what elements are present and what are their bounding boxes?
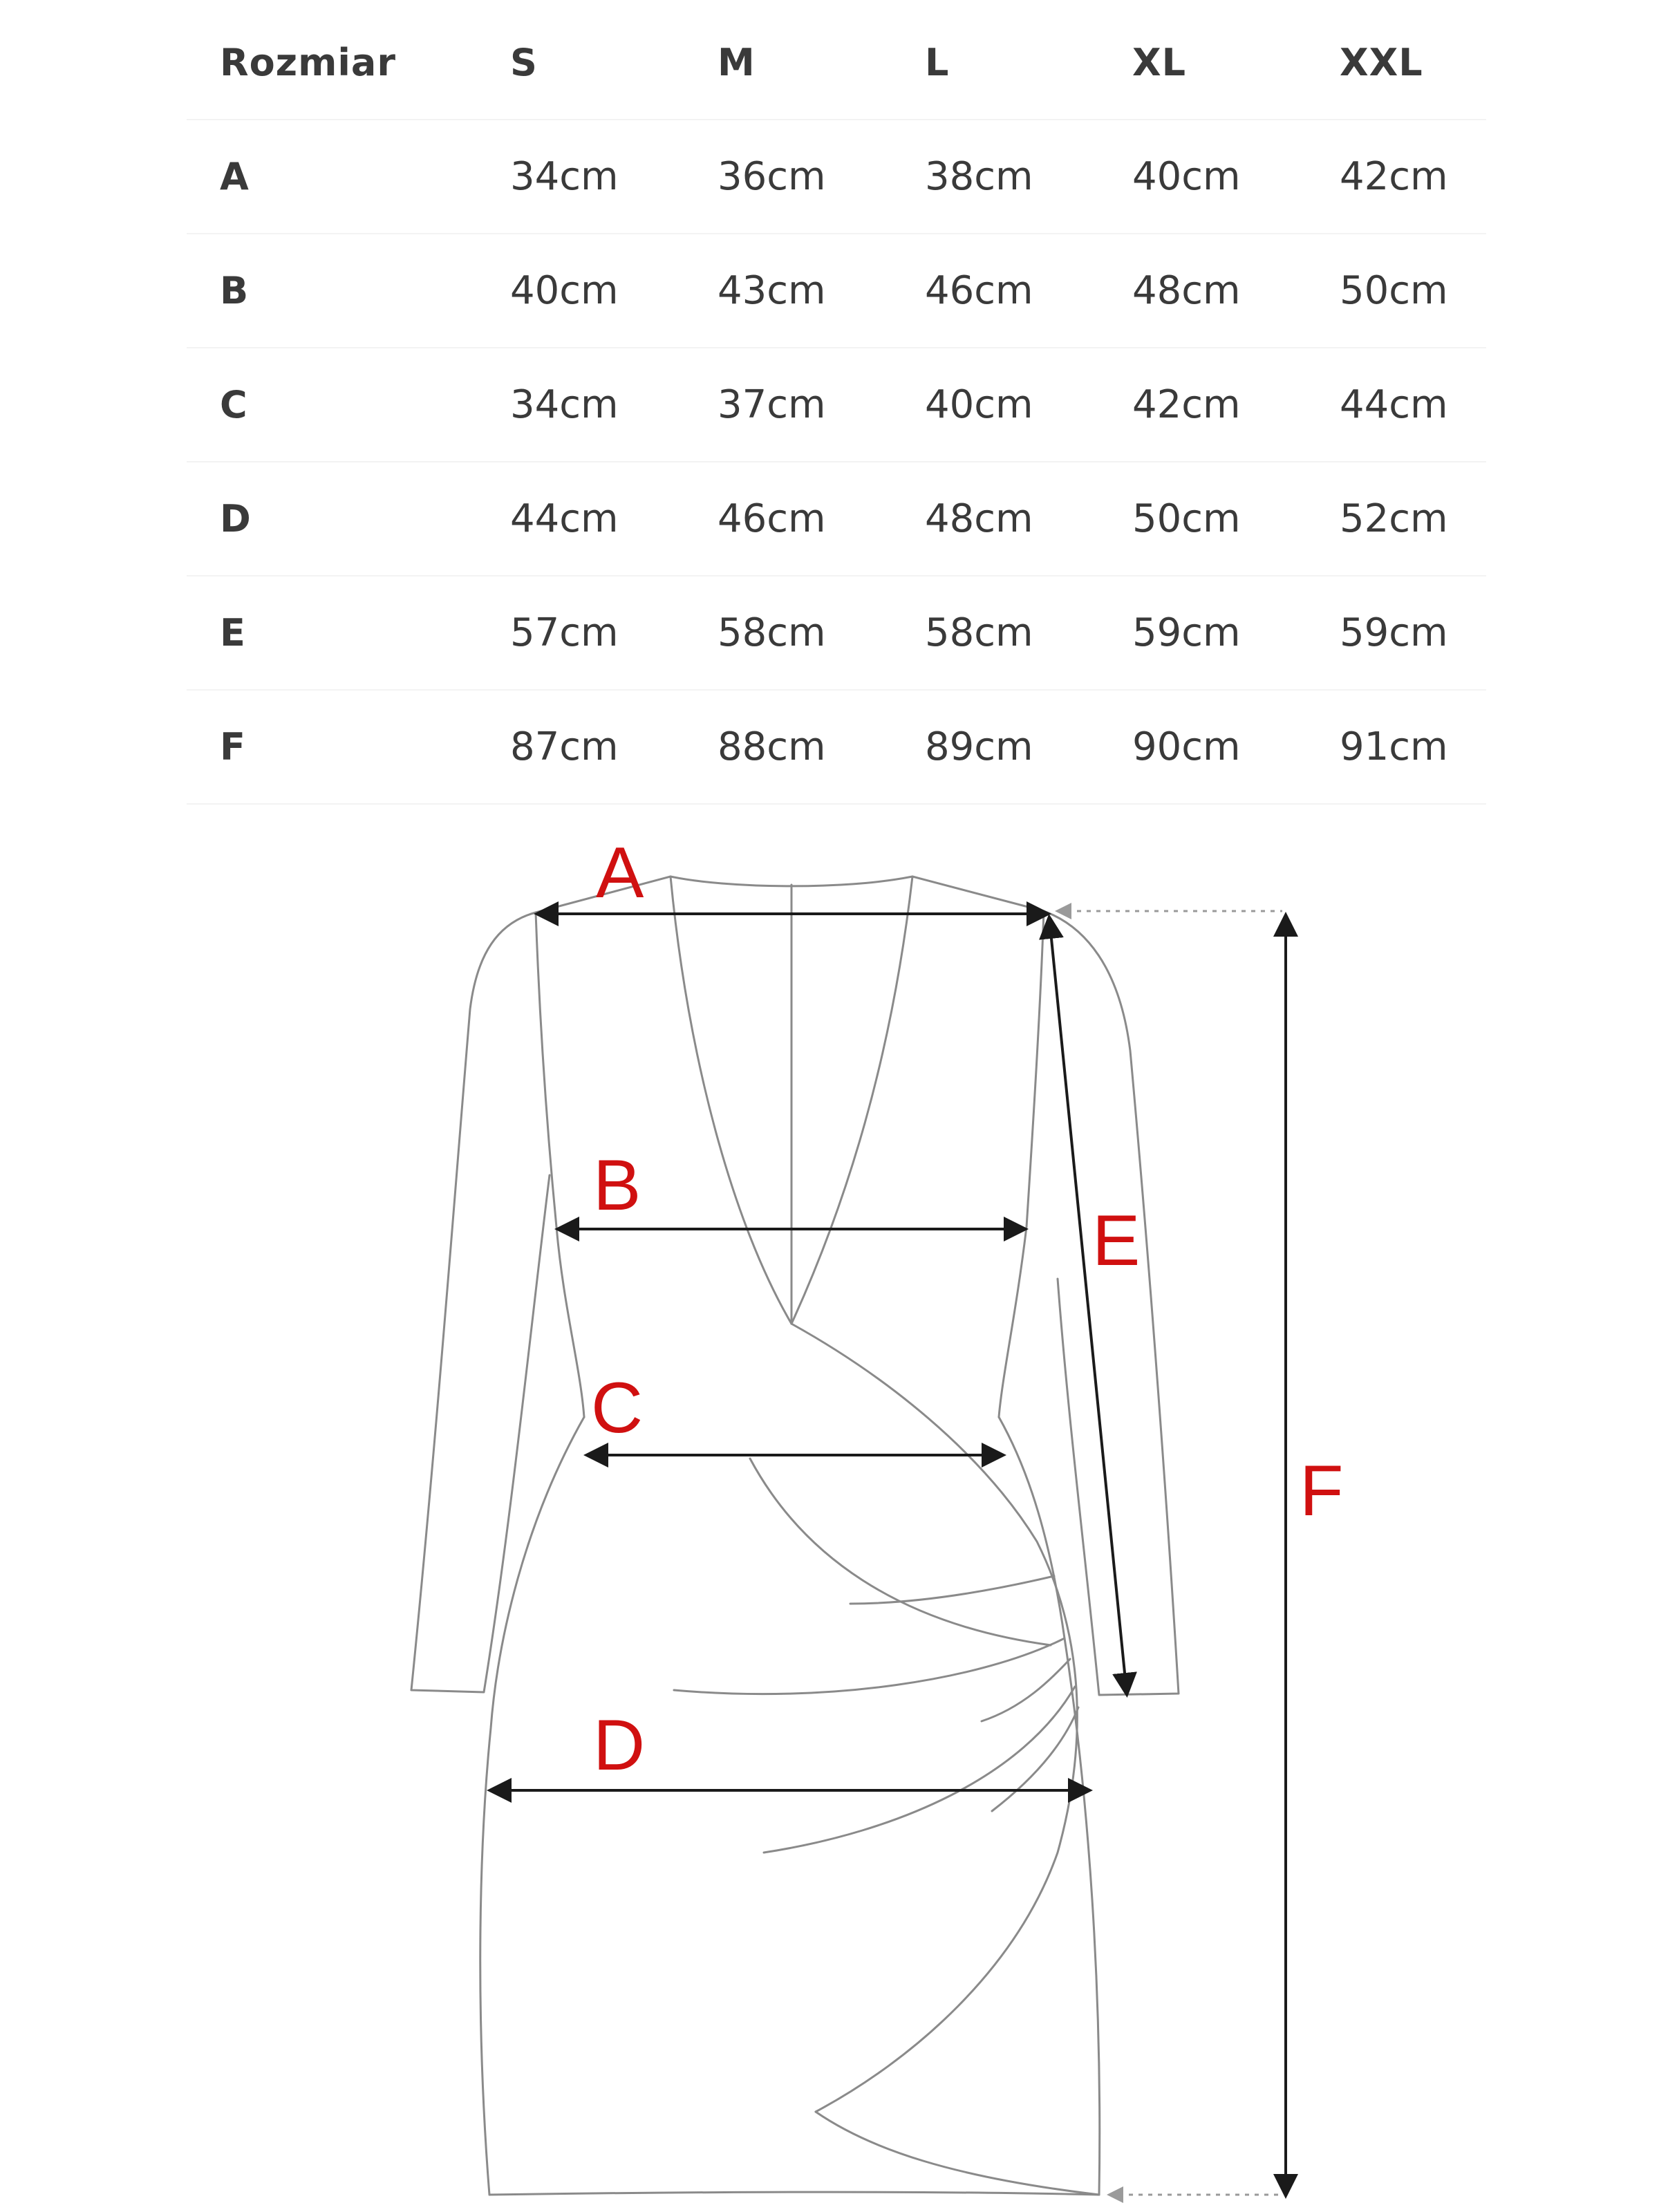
size-table [187,6,1486,805]
header-size-xxl: XXL [1306,6,1486,120]
table-cell: 40cm [477,234,684,348]
measurement-labels [591,833,1344,1785]
table-cell: 37cm [684,348,892,462]
table-row [187,576,1486,690]
header-size-xl: XL [1099,6,1306,120]
drape-fold [850,1576,1054,1604]
measure-label-c: C [591,1368,644,1448]
table-header-row [187,6,1486,120]
table-cell: 50cm [1306,234,1486,348]
table-cell: 58cm [684,576,892,690]
v-neck-right [791,877,912,1324]
row-key: F [187,690,477,804]
table-row [187,348,1486,462]
header-size-label: Rozmiar [187,6,477,120]
right-sleeve-outline [1044,911,1179,1695]
measure-label-f: F [1300,1451,1344,1531]
drape-fold [992,1707,1078,1811]
dress-measurement-diagram [0,830,1659,2212]
v-neck-left [671,877,791,1324]
table-cell: 42cm [1099,348,1306,462]
table-row [187,234,1486,348]
measure-label-d: D [593,1705,646,1785]
table-cell: 40cm [1099,120,1306,234]
table-cell: 46cm [892,234,1099,348]
header-size-s: S [477,6,684,120]
bodice-right-side [999,911,1044,1417]
header-size-l: L [892,6,1099,120]
table-cell: 58cm [892,576,1099,690]
table-cell: 46cm [684,462,892,576]
table-row [187,120,1486,234]
table-cell: 89cm [892,690,1099,804]
table-cell: 43cm [684,234,892,348]
skirt-left-side [480,1417,584,2195]
wrap-hem-curve [816,2112,1099,2195]
drape-fold [674,1638,1065,1694]
table-row [187,690,1486,804]
dress-outline [411,877,1179,2195]
table-cell: 38cm [892,120,1099,234]
table-cell: 87cm [477,690,684,804]
drape-fold [764,1687,1075,1853]
skirt-right-side [999,1417,1100,2195]
table-cell: 34cm [477,348,684,462]
row-key: A [187,120,477,234]
header-size-m: M [684,6,892,120]
measure-label-e: E [1092,1201,1141,1281]
wrap-curve [791,1324,1077,2112]
measurement-arrows [491,911,1286,2195]
row-key: E [187,576,477,690]
row-key: D [187,462,477,576]
measure-label-a: A [596,833,644,913]
drape-fold [750,1459,1051,1645]
table-cell: 59cm [1099,576,1306,690]
row-key: B [187,234,477,348]
table-cell: 44cm [477,462,684,576]
table-cell: 42cm [1306,120,1486,234]
table-cell: 48cm [892,462,1099,576]
hem-outline [489,2192,1099,2195]
table-cell: 34cm [477,120,684,234]
table-cell: 40cm [892,348,1099,462]
measure-arrow-e [1049,918,1127,1694]
row-key: C [187,348,477,462]
measure-label-b: B [593,1145,641,1226]
table-cell: 52cm [1306,462,1486,576]
table-cell: 57cm [477,576,684,690]
table-cell: 90cm [1099,690,1306,804]
left-sleeve-outline [411,912,550,1692]
table-cell: 91cm [1306,690,1486,804]
table-cell: 50cm [1099,462,1306,576]
table-cell: 44cm [1306,348,1486,462]
table-cell: 59cm [1306,576,1486,690]
table-cell: 36cm [684,120,892,234]
bodice-left-side [536,912,584,1417]
table-cell: 88cm [684,690,892,804]
table-cell: 48cm [1099,234,1306,348]
table-row [187,462,1486,576]
